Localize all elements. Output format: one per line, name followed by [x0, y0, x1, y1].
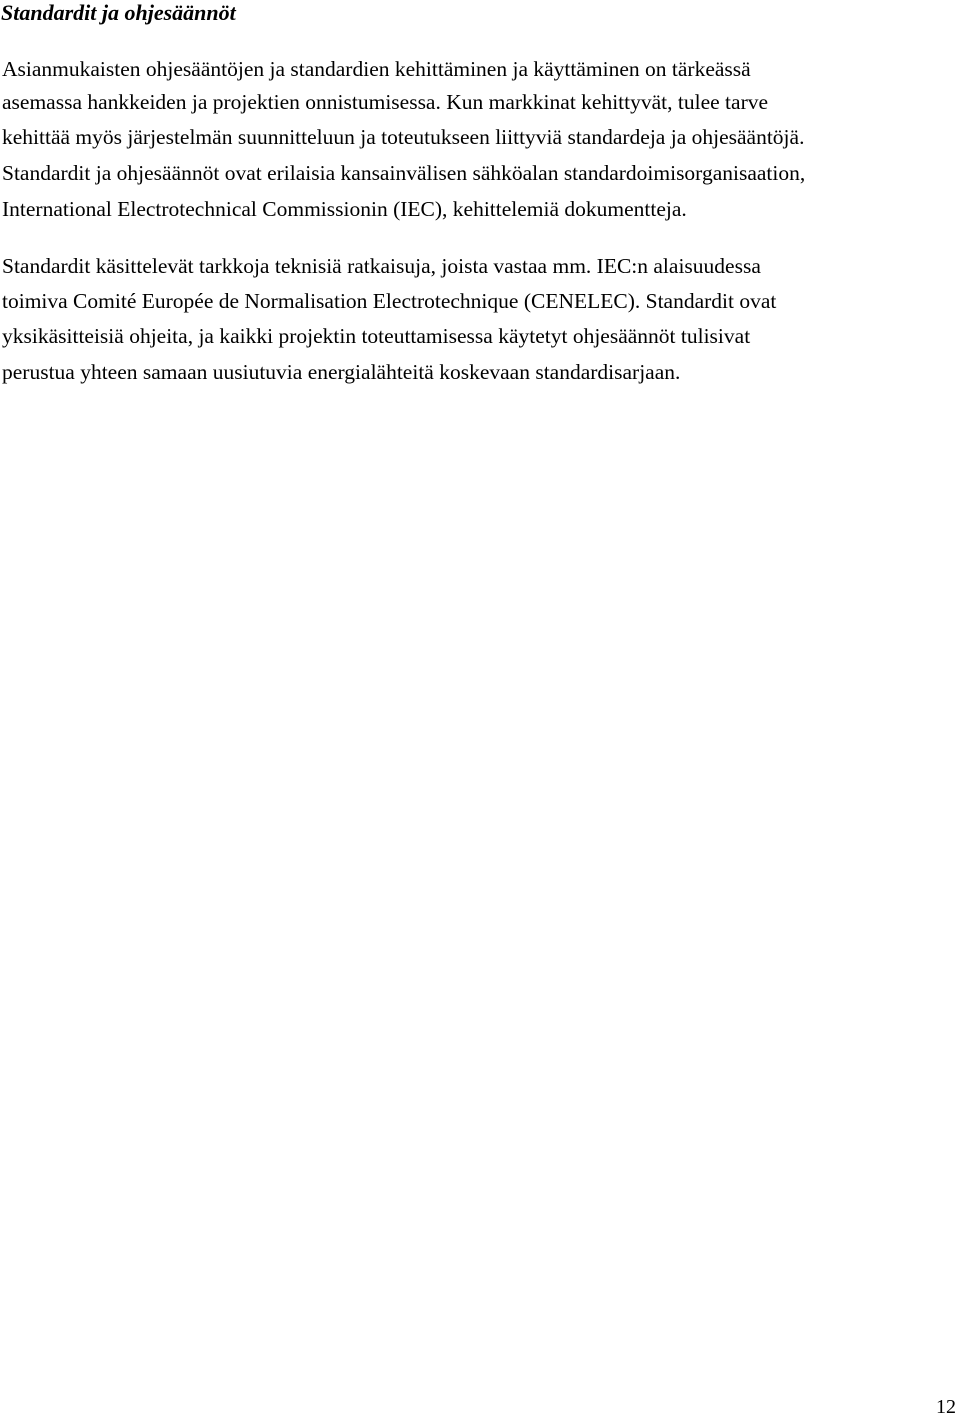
page-number: 12 [936, 1396, 956, 1418]
paragraph-line: Standardit käsittelevät tarkkoja teknisiä ratkaisuja, joista vastaa mm. IEC:n alaisuudessa [2, 254, 761, 278]
paragraph-line: Asianmukaisten ohjesääntöjen ja standardien kehittäminen ja käyttäminen on tärkeässä [2, 57, 751, 81]
paragraph-line: asemassa hankkeiden ja projektien onnistumisessa. Kun markkinat kehittyvät, tulee tarve [2, 90, 769, 114]
paragraph-line: International Electrotechnical Commissionin (IEC), kehittelemiä dokumentteja. [2, 197, 687, 221]
paragraph-line: toimiva Comité Europée de Normalisation Electrotechnique (CENELEC). Standardit ovat [2, 289, 777, 313]
paragraph-line: perustua yhteen samaan uusiutuvia energialähteitä koskevaan standardisarjaan. [2, 360, 681, 384]
section-heading: Standardit ja ohjesäännöt [1, 0, 236, 25]
paragraph-line: yksikäsitteisiä ohjeita, ja kaikki projektin toteuttamisessa käytetyt ohjesäännöt tulisivat [2, 324, 751, 348]
paragraph-line: kehittää myös järjestelmän suunnitteluun ja toteutukseen liittyviä standardeja ja ohjesääntöjä. [2, 125, 805, 149]
paragraph-line: Standardit ja ohjesäännöt ovat erilaisia kansainvälisen sähköalan standardoimisorganisaation, [2, 161, 806, 185]
